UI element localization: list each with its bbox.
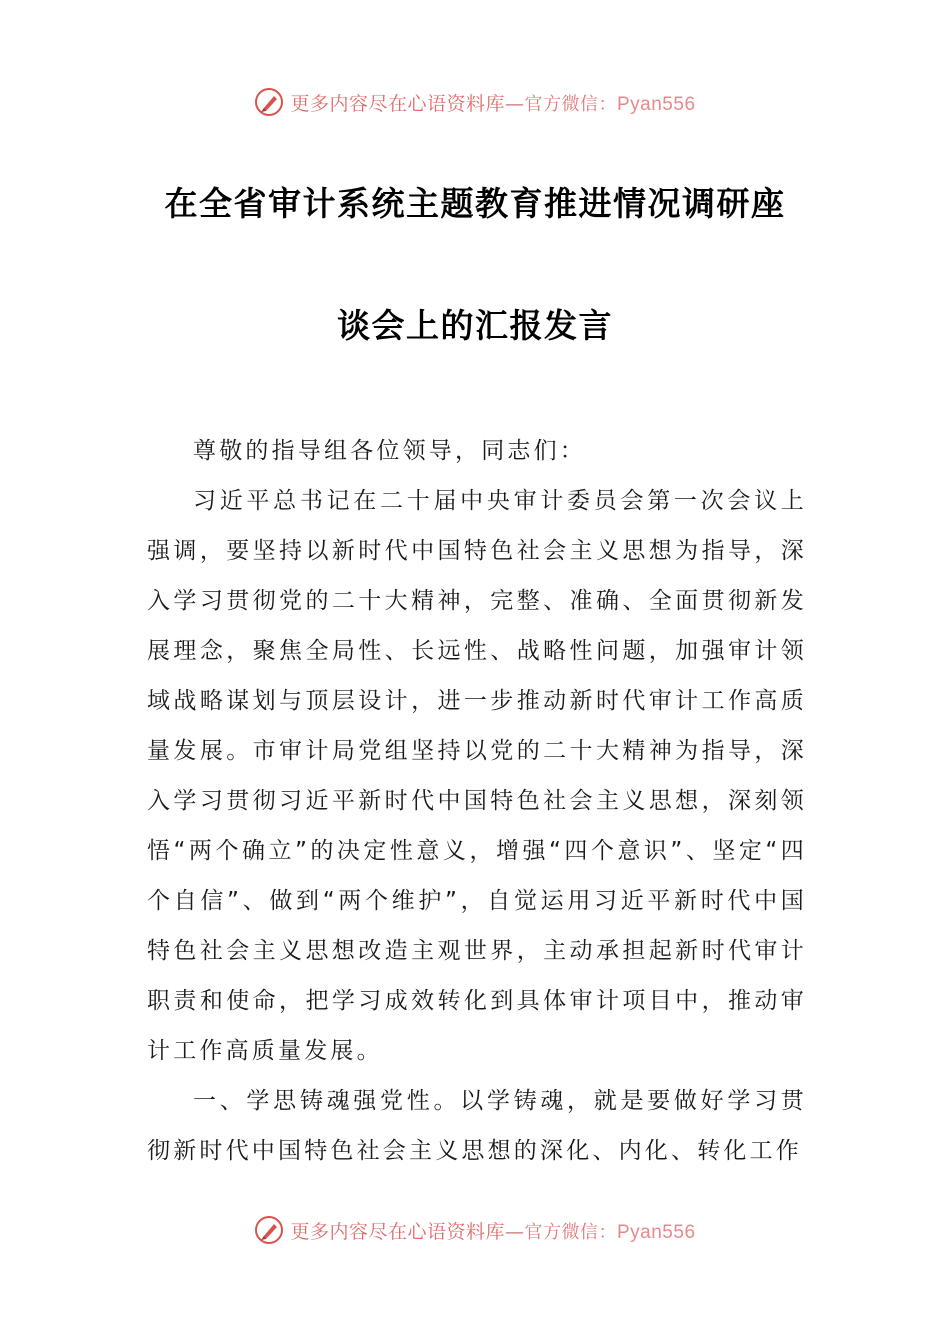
footer-watermark <box>0 1210 950 1250</box>
pen-nib-icon <box>254 1215 284 1245</box>
salutation: 尊敬的指导组各位领导，同志们： <box>193 438 586 464</box>
watermark-text <box>290 1217 695 1244</box>
watermark-wechat-id: Pyan556 <box>617 93 696 115</box>
watermark-wechat-id: Pyan556 <box>617 1221 696 1243</box>
watermark-site-name: 更多内容尽在心语资料库 <box>290 1220 505 1243</box>
watermark-official-label: 官方微信： <box>524 93 617 115</box>
watermark-official-label: 官方微信： <box>524 1221 617 1243</box>
pen-nib-icon <box>254 87 284 117</box>
watermark-text <box>290 89 695 116</box>
paragraph: 习近平总书记在二十届中央审计委员会第一次会议上强调，要坚持以新时代中国特色社会主义思想为指导，深入学习贯彻党的二十大精神，完整、准确、全面贯彻新发展理念，聚焦全局性、长远性、战略性问题，加强审计领域战略谋划与顶层设计，进一步推动新时代审计工作高质量发展。市审计局党组坚持以党的二十大精神为指导，深入学习贯彻习近平新时代中国特色社会主义思想，深刻领悟“两个确立”的决定性意义，增强“四个意识”、坚定“四个自信”、做到“两个维护”，自觉运用习近平新时代中国特色社会主义思想改造主观世界，主动承担起新时代审计职责和使命，把学习成效转化到具体审计项目中，推动审计工作高质量发展。 <box>147 488 807 1064</box>
watermark-separator: — <box>505 92 525 115</box>
document-body <box>147 426 807 1176</box>
document-title-line-1: 在全省审计系统主题教育推进情况调研座 <box>164 184 786 223</box>
document-title-line-2: 谈会上的汇报发言 <box>337 306 613 345</box>
watermark-separator: — <box>505 1220 525 1243</box>
header-watermark <box>0 82 950 122</box>
paragraph: 一、学思铸魂强党性。以学铸魂，就是要做好学习贯彻新时代中国特色社会主义思想的深化、内化、转化工作 <box>147 1088 807 1164</box>
watermark-site-name: 更多内容尽在心语资料库 <box>290 92 505 115</box>
